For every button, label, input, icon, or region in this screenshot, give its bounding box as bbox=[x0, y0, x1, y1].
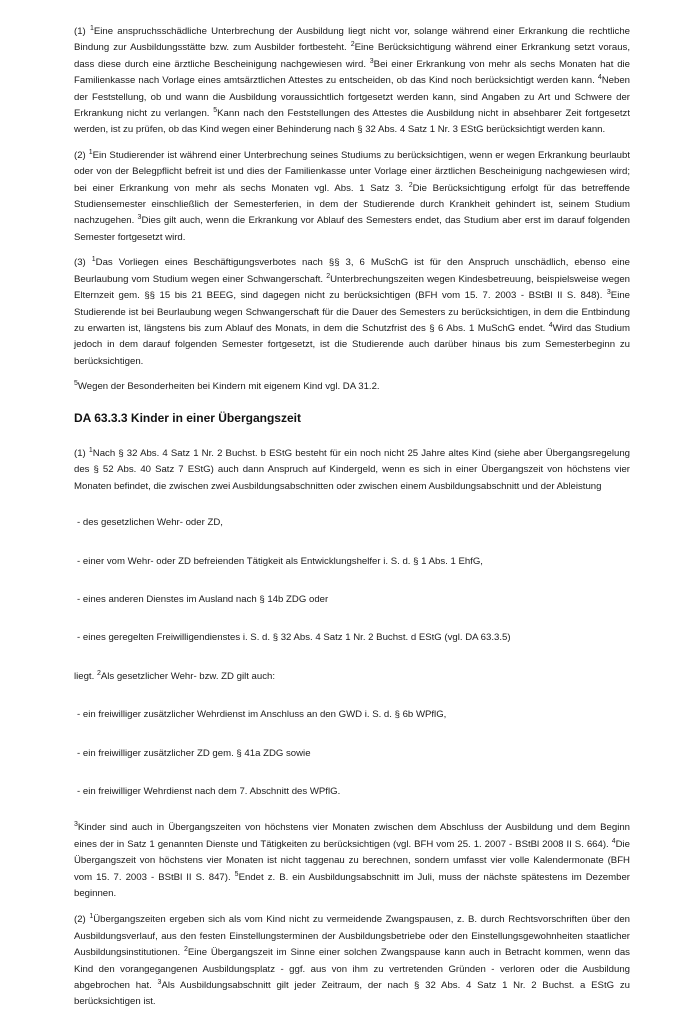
document-page bbox=[74, 24, 630, 1011]
paragraph-6: liegt. $^2$Als gesetzlicher Wehr- bzw. ZD gilt auch: bbox=[74, 669, 276, 682]
paragraph-2: (2) $^1$Ein Studierender ist während einer Unterbrechung seines Studiums zu berücksichtigen, wenn er wegen Erkrankung beurlaubt oder von der Belegpflicht befreit ist und dies der Familienkasse unter Vorlage einer ärztlichen Bescheinigung nachgewiesen wird; bei einer Erkrankung von mehr als sechs Monaten vgl. Abs. 1 Satz 3. $^2$Die Berücksichtigung erfolgt für das betreffende Studiensemester einschließlich der Semesterferien, in dem der Studierende durch Krankheit gehindert ist, seinem Studium nachzugehen. $^3$Dies gilt auch, wenn die Erkrankung vor Ablauf des Semesters endet, das Studium aber erst im darauf folgenden Semester fortgesetzt wird. bbox=[74, 148, 631, 243]
paragraph-5: (1) $^1$Nach § 32 Abs. 4 Satz 1 Nr. 2 Buchst. b EStG besteht für ein noch nicht 25 Jahre altes Kind (siehe aber Übergangsregelung des § 52 Abs. 40 Satz 7 EStG) auch dann Anspruch auf Kindergeld, wenn es sich in einer Übergangszeit von höchstens vier Monaten befindet, die zwischen zwei Ausbildungsabschnitten oder zwischen einem Ausbildungsabschnitt und der Ableistung bbox=[74, 446, 631, 492]
list-item: - ein freiwilliger zusätzlicher Wehrdienst im Anschluss an den GWD i. S. d. § 6b WPflG, bbox=[77, 709, 447, 721]
paragraph-7: $^3$Kinder sind auch in Übergangszeiten von höchstens vier Monaten zwischen dem Abschluss der Ausbildung und dem Beginn eines der in Satz 1 genannten Dienste und Tätigkeiten zu berücksichtigen (vgl. BFH vom 25. 1. 2007 - BStBl 2008 II S. 664). $^4$Die Übergangszeit von höchstens vier Monaten ist nicht taggenau zu berechnen, sondern umfasst vier volle Kalendermonate (BFH vom 15. 7. 2003 - BStBl II S. 847). $^5$Endet z. B. ein Ausbildungsabschnitt im Juli, muss der nächste spätestens im Dezember beginnen. bbox=[74, 821, 631, 900]
paragraph-4: $^5$Wegen der Besonderheiten bei Kindern mit eigenem Kind vgl. DA 31.2. bbox=[74, 380, 380, 393]
list-item: - eines geregelten Freiwilligendienstes i. S. d. § 32 Abs. 4 Satz 1 Nr. 2 Buchst. d EStG (vgl. DA 63.3.5) bbox=[77, 632, 511, 644]
section-heading: DA 63.3.3 Kinder in einer Übergangszeit bbox=[74, 410, 301, 425]
list-item: - eines anderen Dienstes im Ausland nach § 14b ZDG oder bbox=[77, 593, 329, 605]
paragraph-3: (3) $^1$Das Vorliegen eines Beschäftigungsverbotes nach §§ 3, 6 MuSchG ist für den Anspruch unschädlich, ebenso eine Beurlaubung vom Studium wegen einer Schwangerschaft. $^2$Unterbrechungszeiten wegen Kindesbetreuung, beispielsweise wegen Elternzeit gem. §§ 15 bis 21 BEEG, sind dagegen nicht zu berücksichtigen (BFH vom 15. 7. 2003 - BStBl II S. 848). $^3$Eine Studierende ist bei Beurlaubung wegen Schwangerschaft für die Dauer des Semesters zu berücksichtigen, in dem die Entbindung zu erwarten ist, längstens bis zum Ablauf des Monats, in dem die Schutzfrist des § 6 Abs. 1 MuSchG endet. $^4$Wird das Studium jedoch in dem darauf folgenden Semester fortgesetzt, ist die Studierende auch darüber hinaus bis zum Semesterbeginn zu berücksichtigen. bbox=[74, 256, 630, 367]
paragraph-1: (1) $^1$Eine anspruchsschädliche Unterbrechung der Ausbildung liegt nicht vor, solange während einer Erkrankung die rechtliche Bindung zur Ausbildungsstätte bzw. zum Ausbilder fortbesteht. $^2$Eine Berücksichtigung während einer Erkrankung setzt voraus, dass diese durch eine ärztliche Bescheinigung nachgewiesen wird. $^3$Bei einer Erkrankung von mehr als sechs Monaten hat die Familienkasse nach Vorlage eines amtsärztlichen Attestes zu entscheiden, ob das Kind noch berücksichtigt werden kann. $^4$Neben der Feststellung, ob und wann die Ausbildung voraussichtlich fortgesetzt werden kann, sind Angaben zu Art und Schwere der Erkrankung nicht zu verlangen. $^5$Kann nach den Feststellungen des Attestes die Ausbildung nicht in absehbarer Zeit fortgesetzt werden, ist zu prüfen, ob das Kind wegen einer Behinderung nach § 32 Abs. 4 Satz 1 Nr. 3 EStG berücksichtigt werden kann. bbox=[74, 25, 630, 136]
list-item: - ein freiwilliger zusätzlicher ZD gem. § 41a ZDG sowie bbox=[77, 747, 311, 759]
list-item: - ein freiwilliger Wehrdienst nach dem 7. Abschnitt des WPflG. bbox=[77, 786, 341, 797]
paragraph-8: (2) $^1$Übergangszeiten ergeben sich als vom Kind nicht zu vermeidende Zwangspausen, z. B. durch Rechtsvorschriften über den Ausbildungsverlauf, aus den festen Einstellungsterminen der Ausbildungsbetriebe oder den Einstellungsgewohnheiten staatlicher Ausbildungsinstitutionen. $^2$Eine Übergangszeit im Sinne einer solchen Zwangspause kann auch in Betracht kommen, wenn das Kind den vorangegangenen Ausbildungsplatz - ggf. aus von ihm zu vertretenden Gründen - verloren oder die Ausbildung abgebrochen hat. $^3$Als Ausbildungsabschnitt gilt jeder Zeitraum, der nach § 32 Abs. 4 Satz 1 Nr. 2 Buchst. a EStG zu berücksichtigen ist. bbox=[74, 913, 631, 1008]
list-item: - einer vom Wehr- oder ZD befreienden Tätigkeit als Entwicklungshelfer i. S. d. § 1 Abs. 1 EhfG, bbox=[77, 555, 483, 567]
list-item: - des gesetzlichen Wehr- oder ZD, bbox=[77, 517, 223, 529]
